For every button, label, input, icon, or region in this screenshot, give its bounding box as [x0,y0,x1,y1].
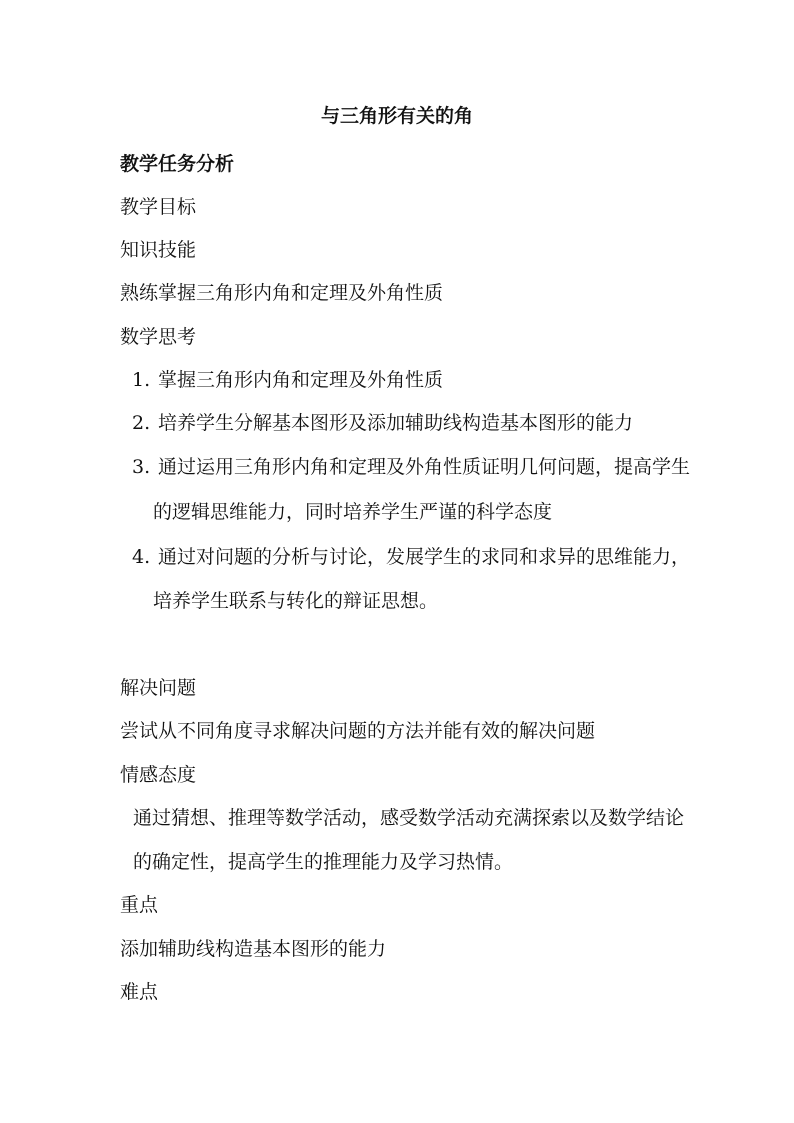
emotion-text-line-1: 通过猜想、推理等数学活动，感受数学活动充满探索以及数学结论 [133,807,685,829]
emotion-attitude-heading: 情感态度 [120,764,197,786]
key-point-heading: 重点 [120,894,159,916]
key-point-text: 添加辅助线构造基本图形的能力 [120,938,387,960]
document-title: 与三角形有关的角 [320,105,473,127]
list-item-number: 2. [132,412,151,434]
math-thinking-heading: 数学思考 [120,326,197,348]
knowledge-skill-heading: 知识技能 [120,239,197,261]
list-item-number: 1. [132,369,151,391]
list-item-text-continued: 培养学生联系与转化的辩证思想。 [153,590,439,612]
list-item-text: 掌握三角形内角和定理及外角性质 [158,369,444,391]
problem-solving-text: 尝试从不同角度寻求解决问题的方法并能有效的解决问题 [120,720,596,742]
list-item-text-continued: 的逻辑思维能力，同时培养学生严谨的科学态度 [153,501,553,523]
knowledge-skill-text: 熟练掌握三角形内角和定理及外角性质 [120,282,444,304]
difficulty-heading: 难点 [120,981,159,1003]
list-item-number: 3. [132,456,151,478]
section-heading: 教学任务分析 [120,153,235,175]
emotion-text-line-2: 的确定性，提高学生的推理能力及学习热情。 [133,851,514,873]
list-item-text: 通过对问题的分析与讨论，发展学生的求同和求异的思维能力， [158,546,691,568]
list-item-number: 4. [132,546,151,568]
list-item-text: 培养学生分解基本图形及添加辅助线构造基本图形的能力 [158,412,634,434]
problem-solving-heading: 解决问题 [120,677,197,699]
teaching-goal-heading: 教学目标 [120,196,197,218]
list-item-text: 通过运用三角形内角和定理及外角性质证明几何问题，提高学生 [158,456,691,478]
